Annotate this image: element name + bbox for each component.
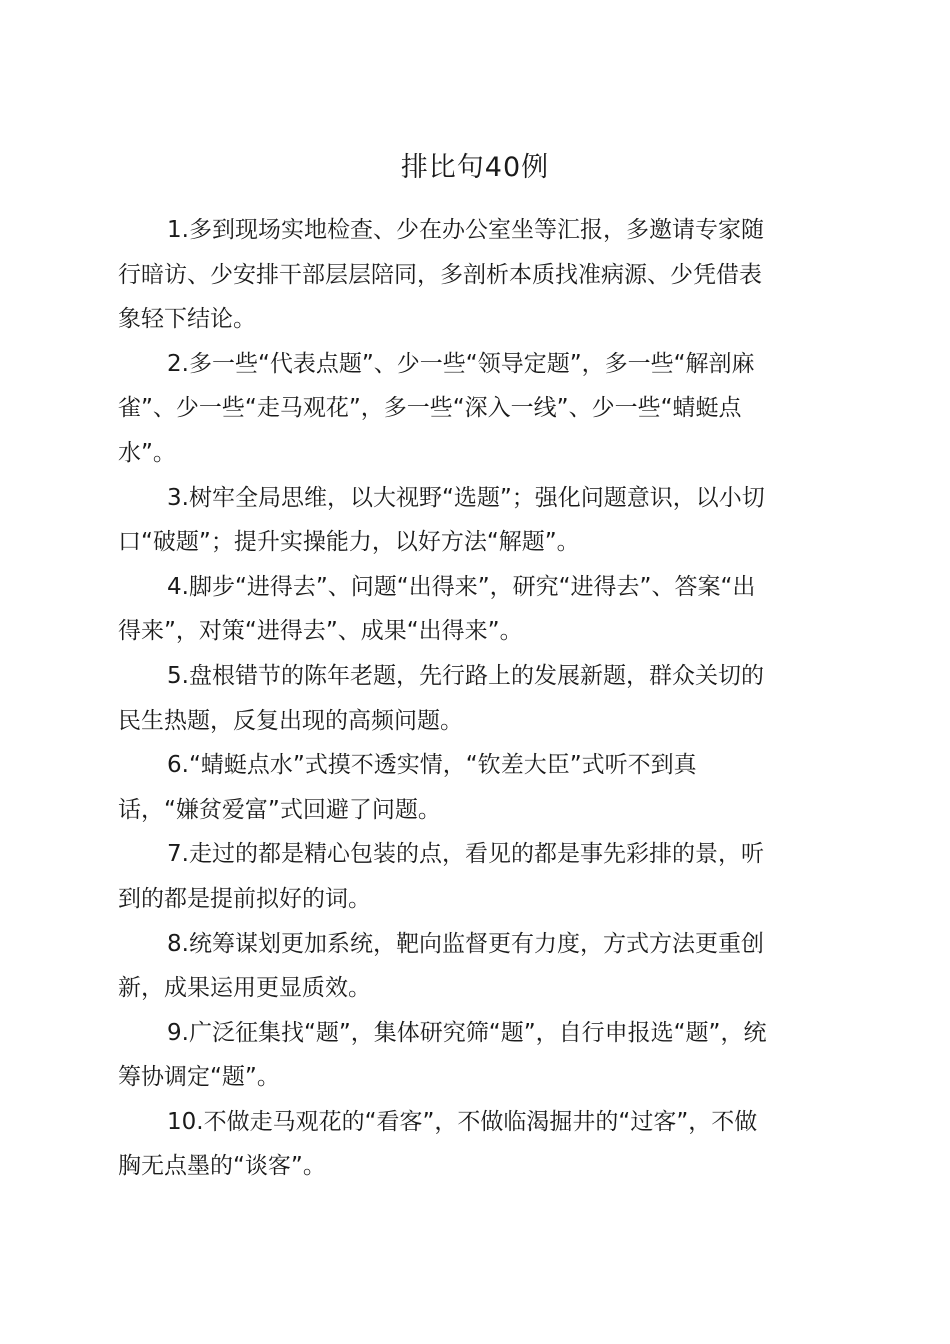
paragraph-line: 8.统筹谋划更加系统，靶向监督更有力度，方式方法更重创 <box>167 930 764 957</box>
paragraph-line: 3.树牢全局思维，以大视野“选题”；强化问题意识，以小切 <box>167 484 765 511</box>
paragraph-3 <box>118 476 818 565</box>
paragraph-6 <box>118 743 818 832</box>
paragraph-line: 象轻下结论。 <box>118 306 256 333</box>
paragraph-line: 雀”、少一些“走马观花”，多一些“深入一线”、少一些“蜻蜓点 <box>118 395 742 422</box>
paragraph-line: 10.不做走马观花的“看客”，不做临渴掘井的“过客”，不做 <box>167 1108 758 1135</box>
paragraph-2 <box>118 342 818 476</box>
paragraph-line: 筹协调定“题”。 <box>118 1064 280 1091</box>
paragraph-10 <box>118 1100 818 1189</box>
paragraph-4 <box>118 565 818 654</box>
paragraph-line: 6.“蜻蜓点水”式摸不透实情，“钦差大臣”式听不到真 <box>167 752 697 779</box>
paragraph-line: 9.广泛征集找“题”，集体研究筛“题”，自行申报选“题”，统 <box>167 1019 767 1046</box>
paragraph-line: 话，“嫌贫爱富”式回避了问题。 <box>118 796 441 823</box>
paragraph-8 <box>118 922 818 1011</box>
paragraph-line: 2.多一些“代表点题”、少一些“领导定题”，多一些“解剖麻 <box>167 350 755 377</box>
paragraph-9 <box>118 1011 818 1100</box>
paragraph-1 <box>118 208 818 342</box>
paragraph-line: 行暗访、少安排干部层层陪同，多剖析本质找准病源、少凭借表 <box>118 261 762 288</box>
paragraph-line: 胸无点墨的“谈客”。 <box>118 1153 326 1180</box>
paragraph-line: 口“破题”；提升实操能力，以好方法“解题”。 <box>118 529 580 556</box>
document-title: 排比句40例 <box>400 152 550 183</box>
paragraph-line: 1.多到现场实地检查、少在办公室坐等汇报，多邀请专家随 <box>167 217 764 243</box>
paragraph-line: 新，成果运用更显质效。 <box>118 975 371 1002</box>
paragraph-line: 4.脚步“进得去”、问题“出得来”，研究“进得去”、答案“出 <box>167 573 756 600</box>
paragraph-line: 7.走过的都是精心包装的点，看见的都是事先彩排的景，听 <box>167 841 764 868</box>
paragraph-7 <box>118 832 818 921</box>
paragraph-5 <box>118 654 818 743</box>
paragraph-line: 民生热题，反复出现的高频问题。 <box>118 707 463 734</box>
document-body <box>118 208 818 1189</box>
paragraph-line: 水”。 <box>118 439 176 466</box>
paragraph-line: 5.盘根错节的陈年老题，先行路上的发展新题，群众关切的 <box>167 662 764 689</box>
paragraph-line: 到的都是提前拟好的词。 <box>118 885 371 912</box>
paragraph-line: 得来”，对策“进得去”、成果“出得来”。 <box>118 618 523 645</box>
